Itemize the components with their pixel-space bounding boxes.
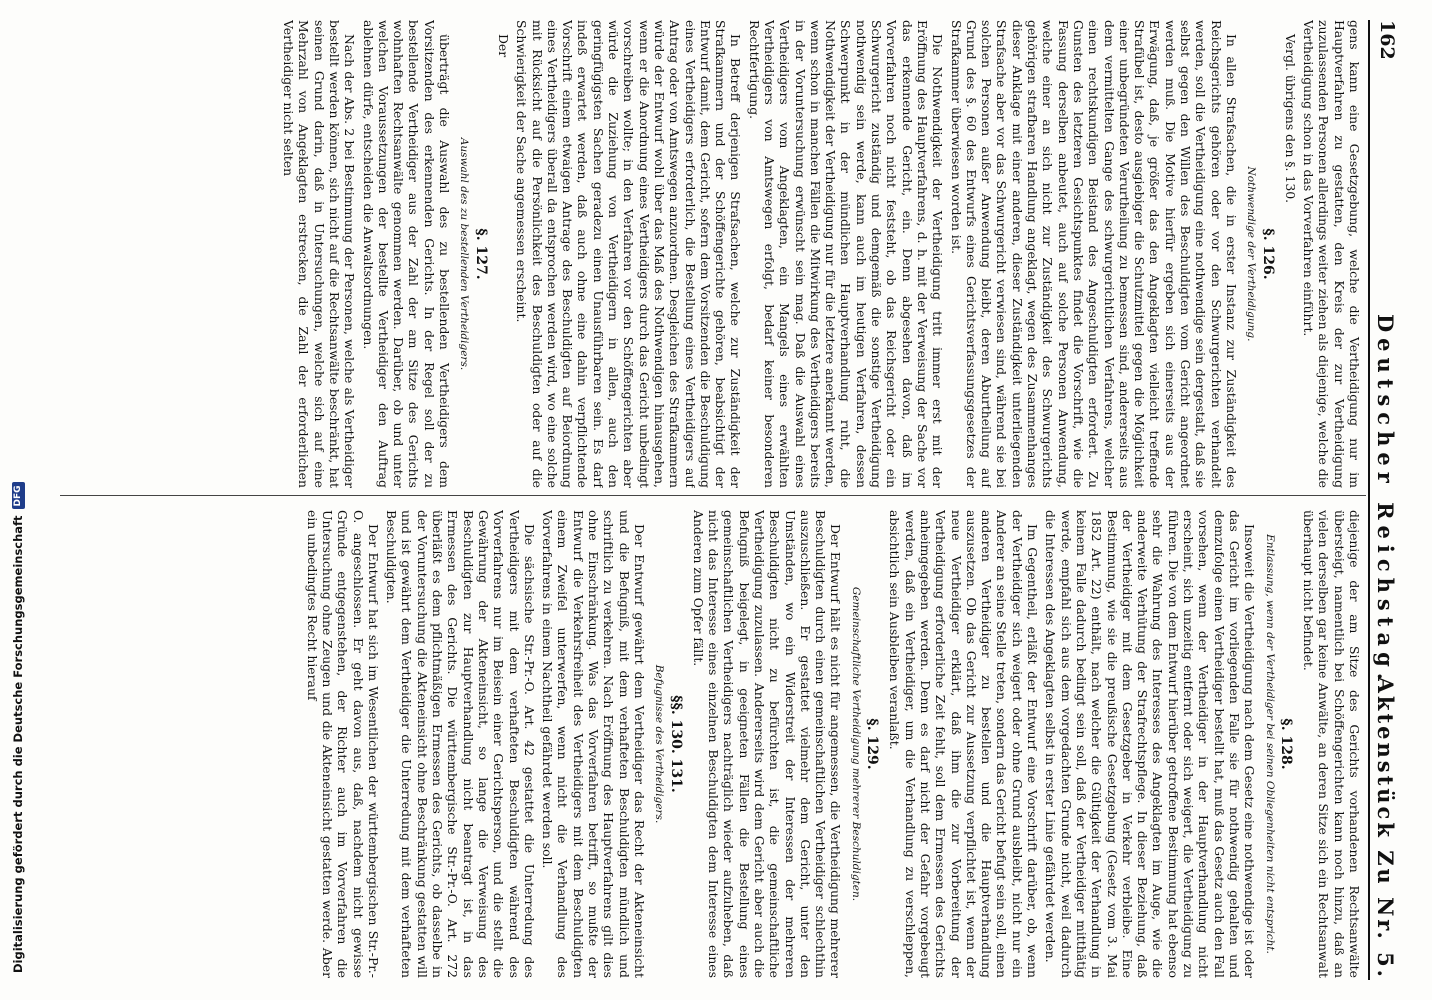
left-column	[68, 20, 1362, 488]
header-rule	[1368, 20, 1370, 980]
section-subheading: Befugnisse des Vertheidigers.	[653, 664, 666, 824]
paragraph: Der	[495, 34, 511, 58]
paragraph: Der Entwurf hat sich im Wesentlichen der württembergischen Str.-Pr.-O. angeschlossen. Er geht davon aus, daß, nachdem nicht gewisse Gründe entgegenstehen, der Richter auch im Vorverfahren die Untersuchung ohne Zeugen und die Akteneinsicht gestatten werde. Aber ein unbedingtes Recht hierauf	[304, 510, 381, 978]
paragraph: Der Entwurf gewährt dem Vertheidiger das Recht der Akteneinsicht und die Befugniß, mit dem verhafteten Beschuldigten mündlich und schriftlich zu verkehren. Nach Eröffnung des Hauptverfahrens gilt dies ohne Einschränkung. Was das Vorverfahren betrifft, so mußte der Entwurf die Verkehrsfreiheit des Vertheidigers mit dem Beschuldigten einem Zweifel unterwerfen, wenn nicht die Verhandlung des Vorverfahrens in einem Nachtheil gefährdet werden soll.	[540, 510, 647, 978]
section-heading: §§. 130. 131.	[667, 695, 684, 793]
paragraph: diejenige der am Sitze des Gerichts vorhandenen Rechtsanwälte übersteigt, namentlich bei Schöffengerichten kann noch hinzu, daß an vielen derselben gar keine Anwälte, an deren Sitze sich ein Rechtsanwalt überhaupt nicht befindet.	[1301, 510, 1362, 978]
column-divider	[60, 495, 1366, 496]
section-heading: §. 126.	[1259, 228, 1276, 280]
paragraph: Der Entwurf hält es nicht für angemessen, die Vertheidigung mehrerer Beschuldigten durch einen gemeinschaftlichen Vertheidiger schlechthin auszuschließen. Er gestattet vielmehr dem Gericht, unter den Umständen, wo ein Widerstreit der Interessen der mehreren Beschuldigten nicht zu befürchten ist, die gemeinschaftliche Vertheidigung zuzulassen. Andererseits wird dem Gericht aber auch die Befugniß beigelegt, in geeigneten Fällen die Bestellung eines gemeinschaftlichen Vertheidigers nachträglich wieder aufzuheben, daß nicht das Interesse eines einzelnen Beschuldigten dem Interesse eines Anderen zum Opfer fällt.	[690, 510, 844, 978]
section-subheading: Auswahl des zu bestellenden Vertheidigers.	[458, 137, 471, 371]
paragraph: Nach der Abs. 2 bei Bestimmung der Personen, welche als Vertheidiger bestellt werden können, sich nicht auf die Rechtsanwälte beschränkt, hat seinen Grund darin, daß in Untersuchungen, welche sich auf eine Mehrzahl von Angeklagten erstrecken, die Zahl der erforderlichen Vertheidiger nicht selten	[281, 20, 358, 488]
paragraph: Die sächsische Str.-Pr.-O. Art. 42 gestattet die Unterredung des Vertheidigers mit dem verhafteten Beschuldigten während des Vorverfahrens nur im Beisein einer Gerichtsperson, und die stellt die Gewährung der Akteneinsicht, so lange die Verweisung des Beschuldigten zur Hauptverhandlung nicht beantragt ist, in das Ermessen des Gerichts. Die württembergische Str.-Pr.-O. Art. 272 überläßt es dem pflichtmäßigen Ermessen des Gerichts, ob dasselbe in der Voruntersuchung die Akteneinsicht ohne Beschränkung gestatten will und ist gewährt dem Vertheidiger die Unterredung mit dem verhafteten Beschuldigten.	[384, 510, 537, 978]
dfg-logo: DFG	[12, 482, 25, 509]
section-subheading: Entlassung, wenn der Vertheidiger bei seinen Obliegenheiten nicht entspricht.	[1263, 534, 1276, 954]
section-subheading: Nothwendige der Vertheidigung.	[1245, 166, 1258, 342]
page-number: 162	[1376, 20, 1398, 60]
digitization-footer	[10, 0, 26, 973]
paragraph: gens kann eine Gesetzgebung, welche die Vertheidigung nur im Hauptverfahren zu gestatten, den Kreis der zur Vertheidigung zuzulassenden Personen allerdings weiter ziehen als diejenige, welche die Vertheidigung schon in das Vorverfahren einführt.	[1301, 20, 1362, 488]
page-header	[1372, 20, 1398, 980]
paragraph: Vergl. übrigens den §. 130.	[1282, 34, 1298, 204]
section-heading: §. 127.	[472, 228, 489, 280]
section-heading: §. 129.	[864, 718, 881, 770]
paragraph: In Betreff derjenigen Strafsachen, welche zur Zuständigkeit der Strafkammern und der Schöffengerichte gehören, beabsichtigt der Entwurf damit, dem Gericht, sofern dem Vorsitzenden die Beschuldigung eines Vertheidigers erforderlich, die Bestellung eines Vertheidigers auf Antrag oder von Amtswegen anzuordnen. Desgleichen des Strafkammern würde der Entwurf wohl über das Maß des Nothwendigen hinausgehen, wenn er die Anordnung eines Vertheidigers durch das Gericht unbedingt vorschreiben wollte; in den Verfahren vor den Schöffengerichten aber würde die Zuziehung von Vertheidigern in allen, auch den geringfügigsten Sachen geradezu einen Unausführbaren sein. Es darf indeß erwartet werden, daß auch ohne eine dahin verpflichtende Vorschrift einem etwaigen Antrage des Beschuldigten auf Beiordnung eines Vertheidigers überall da entsprochen werden wird, wo eine solche mit Rücksicht auf die Persönlichkeit des Beschuldigten oder auf die Schwierigkeit der Sache angemessen erscheint.	[514, 20, 744, 488]
paragraph: Insoweit die Vertheidigung nach dem Gesetz eine nothwendige ist oder das Gericht im vorliegenden Falle sie für nothwendig gehalten und demzufolge einen Vertheidiger bestellt hat, muß das Gesetz auch den Fall vorsehen, wenn der Vertheidiger in der Hauptverhandlung nicht erscheint, sich unzeitig entfernt oder sich weigert, die Vertheidigung zu führen. Die von dem Entwurf hierüber getroffene Bestimmung hat ebenso sehr die Wahrung des Interesses des Angeklagten im Auge, wie die anderweite Verhütung der Strafrechtspflege. In dieser Beziehung, daß der Vertheidiger mit dem Gesetzgeber in Verkehr verbleibe. Eine Bestimmung, wie sie die preußische Gesetzgebung (Gesetz vom 3. Mai 1852 Art. 22) enthält, nach welcher die Gültigkeit der Verhandlung in keinem Falle dadurch bedingt sein soll, daß der Vertheidiger mitthätig werde, empfahl sich aus dem vorgedachten Grunde nicht, weil dadurch die Interessen des Angeklagten selbst in erster Linie gefährdet werden.	[1043, 510, 1258, 978]
paragraph: Die Nothwendigkeit der Vertheidigung tritt immer erst mit der Eröffnung des Hauptverfahrens, d. h. mit der Verweisung der Sache vor das erkennende Gericht, ein. Denn abgesehen davon, daß im Vorverfahren noch nicht feststeht, ob das Reichsgericht oder ein Schwurgericht zuständig und demgemäß die sonstige Vertheidigung nothwendig sein werde, kann auch im heutigen Verfahren, dessen Schwerpunkt in der mündlichen Hauptverhandlung ruht, die Nothwendigkeit der Vertheidigung nur für die letztere anerkannt werden, wenn schon in manchen Fällen die Mitwirkung des Vertheidigers bereits in der Voruntersuchung erwünscht sein mag. Daß die Auswahl eines Vertheidigers vom Angeklagten, ein Mangels eines erwählten Vertheidigers von Amtswegen erfolgt, bedarf keiner besonderen Rechtfertigung.	[746, 20, 946, 488]
paragraph: In allen Strafsachen, die in erster Instanz zur Zuständigkeit des Reichsgerichts gehören oder vor den Schwurgerichten verhandelt werden, soll die Vertheidigung eine nothwendige sein dergestalt, daß sie selbst gegen den Willen des Beschuldigten vom Gericht angeordnet werden muß. Die Motive hierfür ergeben sich einerseits aus der Erwägung, daß, je größer das den Angeklagten vielleicht treffende Strafübel ist, desto ausgiebiger die Schutzmittel gegen die Möglichkeit einer unbegründeten Verurtheilung zu bemessen sind, andererseits aus dem vermittelten Gange des schwurgerichtlichen Verfahrens, welcher einen rechtskundigen Beistand des Angeschuldigten erfordert. Zu Gunsten des letzteren Gesichtspunktes findet die Vorschrift, wie die Fassung derselben anbeutet, auch auf solche Personen Anwendung, welche einer an sich nicht zur Zuständigkeit des Schwurgerichts gehörigen strafbaren Handlung angeklagt, wegen des Zusammenhanges dieser Anklage mit einer anderen, dieser Zuständigkeit unterliegenden Strafsache aber vor das Schwurgericht verwiesen sind, während sie bei solchen Personen außer Anwendung bleibt, deren Aburtheilung auf Grund des §. 60 des Entwurfs eines Gerichtsverfassungsgesetzes der Strafkammer überwiesen worden ist.	[948, 20, 1239, 488]
digitization-credit: Digitalisierung gefördert durch die Deutsche Forschungsgemeinschaft	[11, 515, 25, 973]
right-column	[68, 510, 1362, 978]
paragraph: Im Gegentheil, erläßt der Entwurf eine Vorschrift darüber, ob, wenn der Vertheidiger sich weigert oder ohne Grund ausbleibt, nicht nur ein Anderer an seine Stelle treten, sondern das Gericht befugt sein soll, einen anderen Vertheidiger zu bestellen und die Hauptverhandlung auszusetzen. Ob das Gericht zur Aussetzung verpflichtet ist, wenn der neue Vertheidiger erklärt, daß ihm die zur Vorbereitung der Vertheidigung erforderliche Zeit fehlt, soll dem Ermessen des Gerichts anheimgegeben werden. Denn es darf nicht der Gefahr vorgebeugt werden, daß ein Vertheidiger, um die Verhandlung zu verschleppen, absichtlich sein Ausbleiben veranlaßt.	[887, 510, 1041, 978]
section-heading: §. 128.	[1277, 718, 1294, 770]
paragraph: überträgt die Auswahl des zu bestellenden Vertheidigers dem Vorsitzenden des erkennenden Gerichts. In der Regel soll der zu bestellende Vertheidiger aus der Zahl der am Sitze des Gerichts wohnhaften Rechtsanwälte genommen werden. Darüber, ob und unter welchen Voraussetzungen der bestellte Vertheidiger den Auftrag ablehnen dürfe, entscheiden die Anwaltsordnungen.	[360, 20, 453, 488]
running-title: Deutscher Reichstag.	[1373, 313, 1398, 687]
section-subheading: Gemeinschaftliche Vertheidigung mehrerer Beschuldigten.	[849, 586, 862, 902]
attachment-label: Aktenstück Zu Nr. 5.	[1373, 676, 1398, 980]
